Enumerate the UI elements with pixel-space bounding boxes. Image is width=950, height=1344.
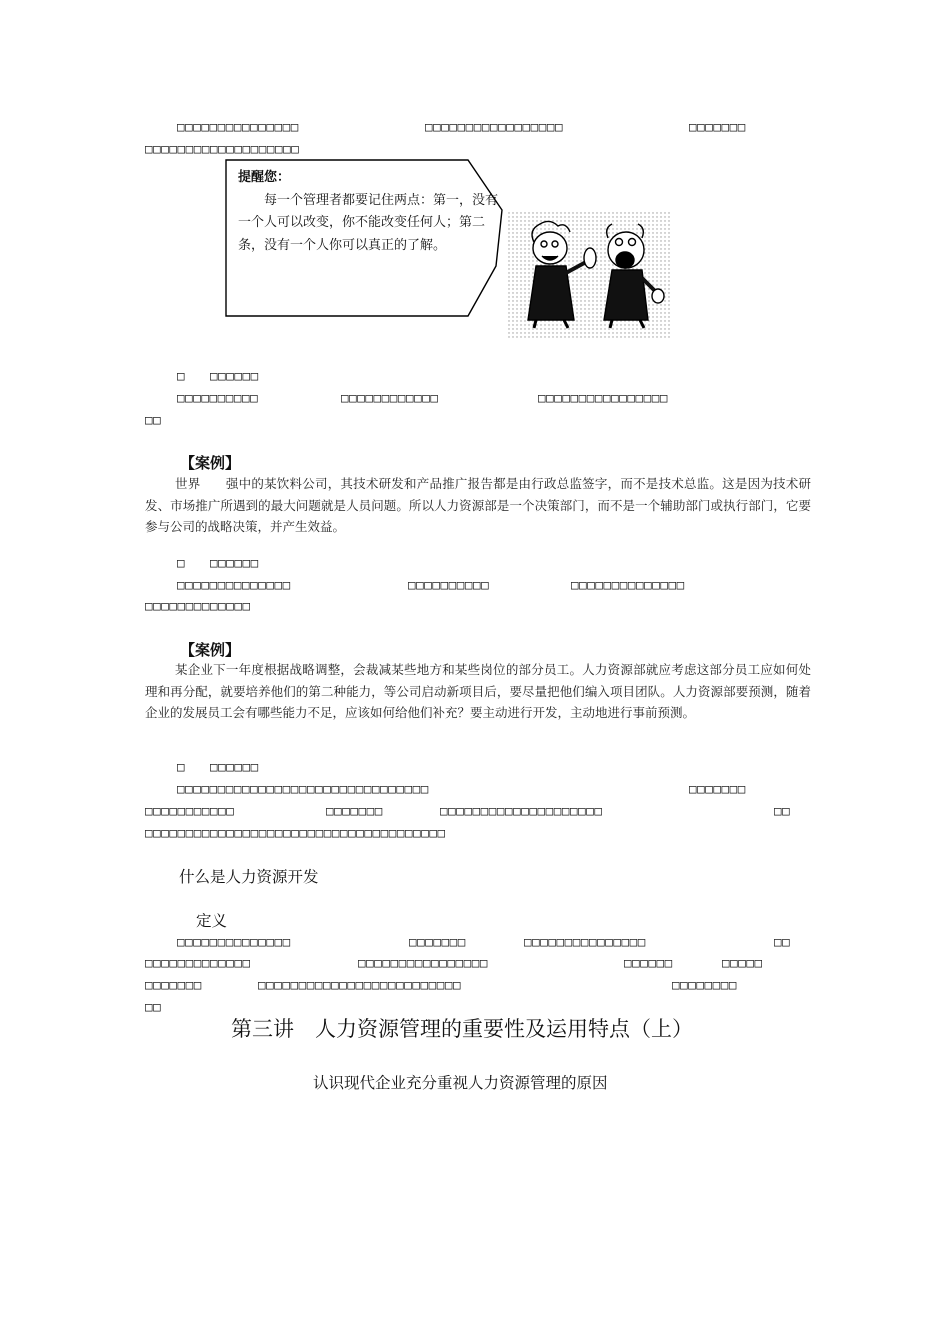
- top-text-segment: □□□□□□□□□□□□□□□□□: [425, 119, 564, 134]
- top-text-line: □□□□□□□□□□□□□□□□□□□: [145, 141, 300, 156]
- lecture-subtitle: 认识现代企业充分重视人力资源管理的原因: [313, 1074, 608, 1092]
- text-segment: □□□□□□□□□□□□□□: [177, 934, 291, 949]
- bullet: □: [177, 368, 186, 383]
- text-segment: □□□□□□□□□□□□: [341, 390, 439, 405]
- text-segment: □□□□□□□□□□□□□□□□: [358, 955, 489, 970]
- text-segment: □□□□□□□□□□□□□□: [571, 577, 685, 592]
- text-segment: □□□□□: [722, 955, 763, 970]
- text-segment: □□□□□□□□□□□□□□□□: [538, 390, 669, 405]
- text-segment: □□: [774, 934, 791, 949]
- section-heading: □□□□□□: [210, 759, 259, 774]
- lecture-title: 第三讲 人力资源管理的重要性及运用特点（上）: [231, 1017, 693, 1041]
- callout-body: 每一个管理者都要记住两点：第一，没有一个人可以改变，你不能改变任何人；第二条，没有一个人你可以真正的了解。: [238, 192, 499, 253]
- text-segment: □□: [774, 803, 791, 818]
- top-text-segment: □□□□□□□□□□□□□□□: [177, 119, 299, 134]
- text-segment: □□□□□□□: [409, 934, 466, 949]
- text-segment: □□□□□□□□: [672, 977, 738, 992]
- bullet: □: [177, 555, 186, 570]
- text-segment: □□□□□□□□□□□□□□□□□□□□□□□□□□□□□□□: [177, 781, 429, 796]
- text-segment: □□□□□□□□□□□□□□□: [524, 934, 646, 949]
- text-segment: □□□□□□□: [326, 803, 383, 818]
- text-segment: □□□□□□□□□□□□□□□□□□□□: [440, 803, 603, 818]
- section-heading: □□□□□□: [210, 555, 259, 570]
- text-segment: □□□□□□□□□□: [408, 577, 490, 592]
- case-title: 【案例】: [180, 641, 241, 659]
- section-heading: □□□□□□: [210, 368, 259, 383]
- text-line: □□□□□□□□□□□□□□□□□□□□□□□□□□□□□□□□□□□□□: [145, 825, 446, 840]
- text-segment: □□□□□□□□□□□: [145, 803, 235, 818]
- text-segment: □□□□□□: [624, 955, 673, 970]
- callout-box: [238, 167, 500, 257]
- case-title: 【案例】: [180, 454, 241, 472]
- cartoon-illustration: [508, 212, 670, 340]
- text-line: □□□□□□□□□□□□□: [145, 598, 251, 613]
- bullet: □: [177, 759, 186, 774]
- text-segment: □□□□□□□: [145, 977, 202, 992]
- definition-heading: 定义: [196, 912, 228, 930]
- top-text-segment: □□□□□□□: [689, 119, 746, 134]
- callout-title: 提醒您：: [238, 170, 291, 185]
- case-text: 某企业下一年度根据战略调整，会裁减某些地方和某些岗位的部分员工。人力资源部就应考虑这部分员工应如何处理和再分配，就要培养他们的第二种能力，等公司启动新项目后，要尽量把他们编入项目团队。人力资源部要预测，随着企业的发展员工会有哪些能力不足，应该如何给他们补充？要主动进行开发，主动地进行事前预测。: [145, 662, 811, 720]
- text-segment: □□□□□□□□□□□□□□□□□□□□□□□□□: [258, 977, 462, 992]
- text-segment: □□□□□□□: [689, 781, 746, 796]
- text-segment: □□□□□□□□□□□□□: [145, 955, 251, 970]
- text-line: □□: [145, 999, 162, 1014]
- section-heading-what-is: 什么是人力资源开发: [179, 868, 319, 886]
- text-segment: □□□□□□□□□□□□□□: [177, 577, 291, 592]
- case-text: 世界 强中的某饮料公司，其技术研发和产品推广报告都是由行政总监签字，而不是技术总监。这是因为技术研发、市场推广所遇到的最大问题就是人员问题。所以人力资源部是一个决策部门，而不是一个辅助部门或执行部门，它要参与公司的战略决策，并产生效益。: [145, 476, 811, 534]
- text-line: □□: [145, 412, 162, 427]
- text-segment: □□□□□□□□□□: [177, 390, 259, 405]
